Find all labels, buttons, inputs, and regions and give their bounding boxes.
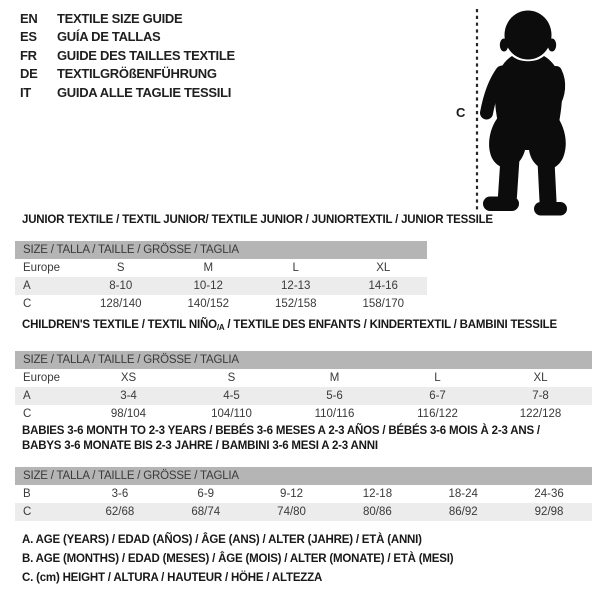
row-label: Europe [23,372,61,384]
row-label: Europe [23,262,61,274]
size-cell: L [434,372,441,384]
row-label: A [23,280,31,292]
age-cell: 4-5 [223,390,240,402]
note-age-years: A. AGE (YEARS) / EDAD (AÑOS) / ÂGE (ANS) / ALTER (JAHRE) / ETÀ (ANNI) [22,534,422,546]
lang-title: GUIDA ALLE TAGLIE TESSILI [57,84,232,100]
lang-row-it [20,83,235,102]
size-cell: L [292,262,299,274]
lang-code: ES [20,29,37,45]
lang-title: GUIDE DES TAILLES TEXTILE [57,47,235,63]
height-cell: 140/152 [187,298,230,310]
table-row-height [15,295,427,313]
baby-height-figure [452,4,600,216]
baby-silhouette [483,11,567,216]
age-cell: 3-6 [111,488,129,500]
height-cell: 62/68 [105,506,135,518]
table-row-age [15,387,592,405]
height-cell: 104/110 [211,408,252,420]
lang-title: TEXTILE SIZE GUIDE [57,10,183,26]
height-cell: 74/80 [277,506,306,518]
title-suffix: / TEXTILE DES ENFANTS / KINDERTEXTIL / BAMBINI TESSILE [224,319,557,331]
title-subscript: /A [216,323,225,332]
lang-row-es [20,28,235,47]
size-cell: XS [120,372,137,384]
height-cell: 98/104 [110,408,147,420]
table-row-europe [15,259,427,277]
baby-silhouette-icon [468,4,584,216]
lang-row-de [20,65,235,84]
age-cell: 10-12 [193,280,223,292]
height-cell: 122/128 [519,408,562,420]
lang-title: TEXTILGRÖßENFÜHRUNG [57,66,217,82]
row-label: C [23,408,32,420]
height-cell: 110/116 [314,408,355,420]
row-label: C [23,506,32,518]
babies-table-title [22,424,599,454]
note-age-months: B. AGE (MONTHS) / EDAD (MESES) / ÂGE (MOIS) / ALTER (MONATE) / ETÀ (MESI) [22,553,454,565]
size-header-bar: SIZE / TALLA / TAILLE / GRÖSSE / TAGLIA [15,351,592,369]
height-cell: 86/92 [448,506,478,518]
age-cell: 6-9 [197,488,215,500]
table-row-europe [15,369,592,387]
age-cell: 24-36 [534,488,564,500]
row-label: C [23,298,32,310]
size-cell: M [203,262,214,274]
size-cell: S [116,262,125,274]
height-cell: 80/86 [363,506,392,518]
language-title-block [20,9,235,102]
table-row-age [15,277,427,295]
babies-size-table [15,424,592,521]
lang-title: GUÍA DE TALLAS [57,29,161,45]
junior-size-table [15,213,493,313]
legend-notes [22,531,453,588]
row-label: B [23,488,31,500]
table-row-age-months [15,485,592,503]
height-measure-label: C [456,105,466,120]
age-cell: 14-16 [368,280,398,292]
lang-row-fr [20,46,235,65]
height-cell: 158/170 [362,298,405,310]
table-row-height [15,503,592,521]
lang-code: DE [20,66,38,82]
lang-code: FR [20,47,37,63]
row-label: A [23,390,31,402]
title-prefix: CHILDREN'S TEXTILE / TEXTIL NIÑO [22,319,217,331]
children-table-title [22,318,599,335]
size-header-bar: SIZE / TALLA / TAILLE / GRÖSSE / TAGLIA [15,241,427,259]
height-cell: 116/122 [417,408,458,420]
age-cell: 6-7 [429,390,446,402]
age-cell: 9-12 [280,488,304,500]
age-cell: 8-10 [109,280,133,292]
note-height-cm: C. (cm) HEIGHT / ALTURA / HAUTEUR / HÖHE / ALTEZZA [22,572,323,584]
size-cell: XL [533,372,548,384]
junior-table-title: JUNIOR TEXTILE / TEXTIL JUNIOR/ TEXTILE JUNIOR / JUNIORTEXTIL / JUNIOR TESSILE [22,214,493,226]
table-row-height [15,405,592,423]
children-size-table [15,318,592,423]
age-cell: 12-18 [362,488,393,500]
title-line-1: BABIES 3-6 MONTH TO 2-3 YEARS / BEBÉS 3-6 MESES A 2-3 AÑOS / BÉBÉS 3-6 MOIS À 2-3 ANS / [22,425,540,437]
lang-row-en [20,9,235,28]
age-cell: 18-24 [448,488,478,500]
size-cell: XL [376,262,391,274]
height-cell: 68/74 [191,506,221,518]
age-cell: 12-13 [281,280,311,292]
age-cell: 3-4 [120,390,137,402]
lang-code: IT [20,84,31,100]
age-cell: 5-6 [326,390,343,402]
size-cell: S [227,372,236,384]
height-cell: 152/158 [274,298,317,310]
size-header-bar: SIZE / TALLA / TAILLE / GRÖSSE / TAGLIA [15,467,592,485]
height-cell: 92/98 [534,506,564,518]
lang-code: EN [20,10,38,26]
size-cell: M [329,372,340,384]
title-line-2: BABYS 3-6 MONATE BIS 2-3 JAHRE / BAMBINI 3-6 MESI A 2-3 ANNI [22,440,378,452]
age-cell: 7-8 [532,390,549,402]
height-cell: 128/140 [99,298,142,310]
